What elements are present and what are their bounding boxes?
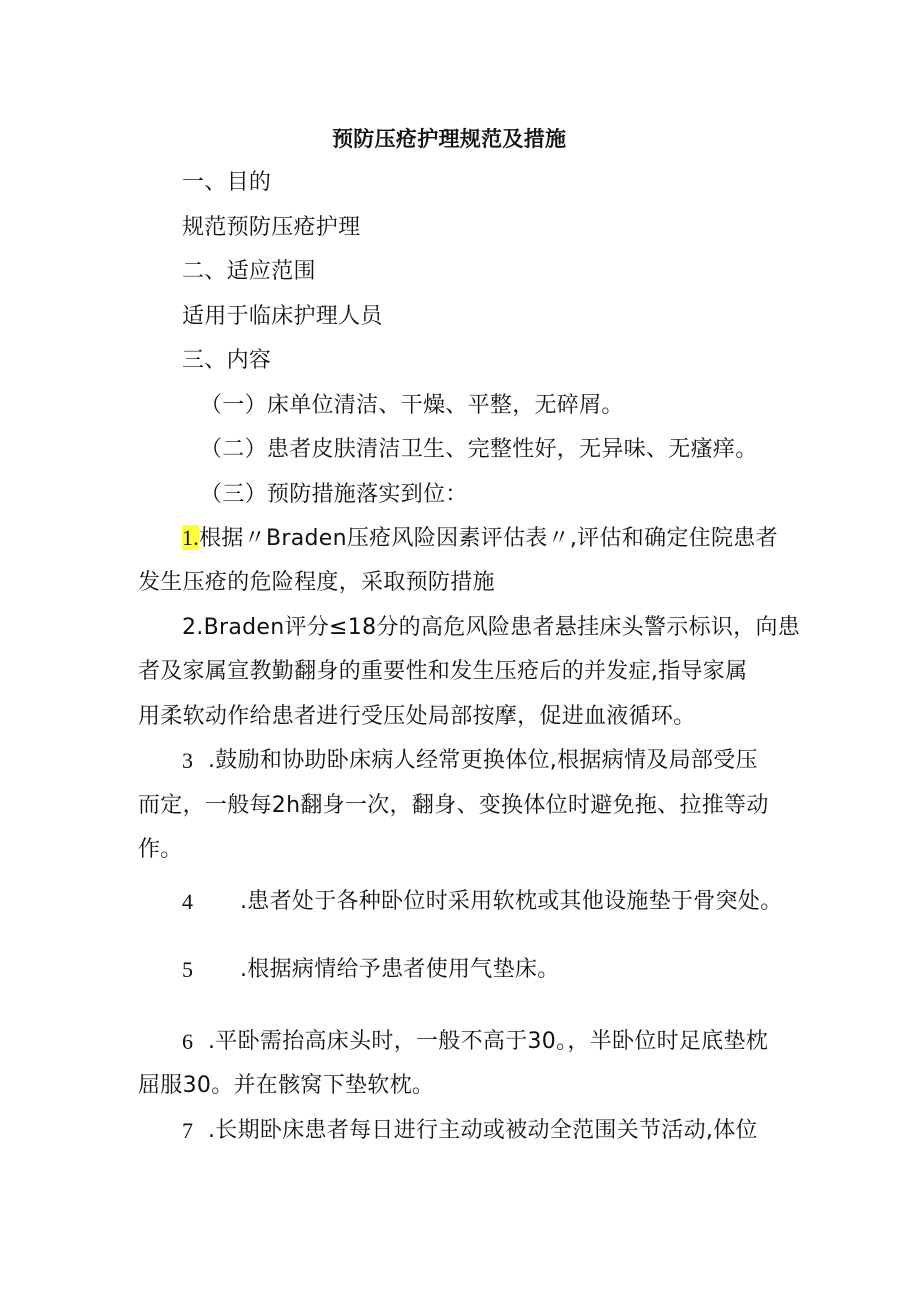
subsection-patient-skin: （二）患者皮肤清洁卫生、完整性好，无异味、无瘙痒。 xyxy=(200,437,758,462)
section-heading-scope: 二、适应范围 xyxy=(182,259,316,284)
list-item-3-line-1: .鼓励和协助卧床病人经常更换体位,根据病情及局部受压 xyxy=(208,748,758,773)
section-body-purpose: 规范预防压疮护理 xyxy=(182,215,361,240)
list-item-6-line-1: .平卧需抬高床头时，一般不高于30。，半卧位时足底垫枕 xyxy=(208,1029,769,1054)
item-number: 7 xyxy=(182,1118,194,1143)
list-item-3-line-3: 作。 xyxy=(138,837,183,862)
list-item-6-line-2: 屈服30。并在骸窝下垫软枕。 xyxy=(138,1073,435,1098)
subsection-prevention-measures: （三）预防措施落实到位： xyxy=(200,482,468,507)
item-number: 5 xyxy=(182,957,194,982)
list-item-7-line-1: .长期卧床患者每日进行主动或被动全范围关节活动,体位 xyxy=(208,1118,758,1143)
list-item-5-line-1: .根据病情给予患者使用气垫床。 xyxy=(240,957,560,982)
list-item-2-line-3: 用柔软动作给患者进行受压处局部按摩，促进血液循环。 xyxy=(138,704,696,729)
section-body-scope: 适用于临床护理人员 xyxy=(182,304,383,329)
list-item-3-line-2: 而定，一般每2h翻身一次，翻身、变换体位时避免拖、拉推等动 xyxy=(138,793,769,818)
list-item-1-line-2: 发生压疮的危险程度，采取预防措施 xyxy=(138,570,495,595)
document-title: 预防压疮护理规范及措施 xyxy=(332,127,567,151)
section-heading-content: 三、内容 xyxy=(182,348,272,373)
item-number: 4 xyxy=(182,889,194,914)
item-number: 3 xyxy=(182,748,194,773)
subsection-bed-unit: （一）床单位清洁、干燥、平整，无碎屑。 xyxy=(200,393,624,418)
item-number: 1. xyxy=(182,525,200,550)
list-item-2-line-1: 2.Braden评分≤18分的高危风险患者悬挂床头警示标识，向患 xyxy=(182,615,801,640)
section-heading-purpose: 一、目的 xyxy=(182,170,272,195)
item-number: 6 xyxy=(182,1029,194,1054)
list-item-4-line-1: .患者处于各种卧位时采用软枕或其他设施垫于骨突处。 xyxy=(240,889,783,914)
list-item-1-line-1: 1.根据〃Braden压疮风险因素评估表〃,评估和确定住院患者 xyxy=(182,525,778,551)
list-item-2-line-2: 者及家属宣教勤翻身的重要性和发生压疮后的并发症,指导家属 xyxy=(138,659,748,684)
